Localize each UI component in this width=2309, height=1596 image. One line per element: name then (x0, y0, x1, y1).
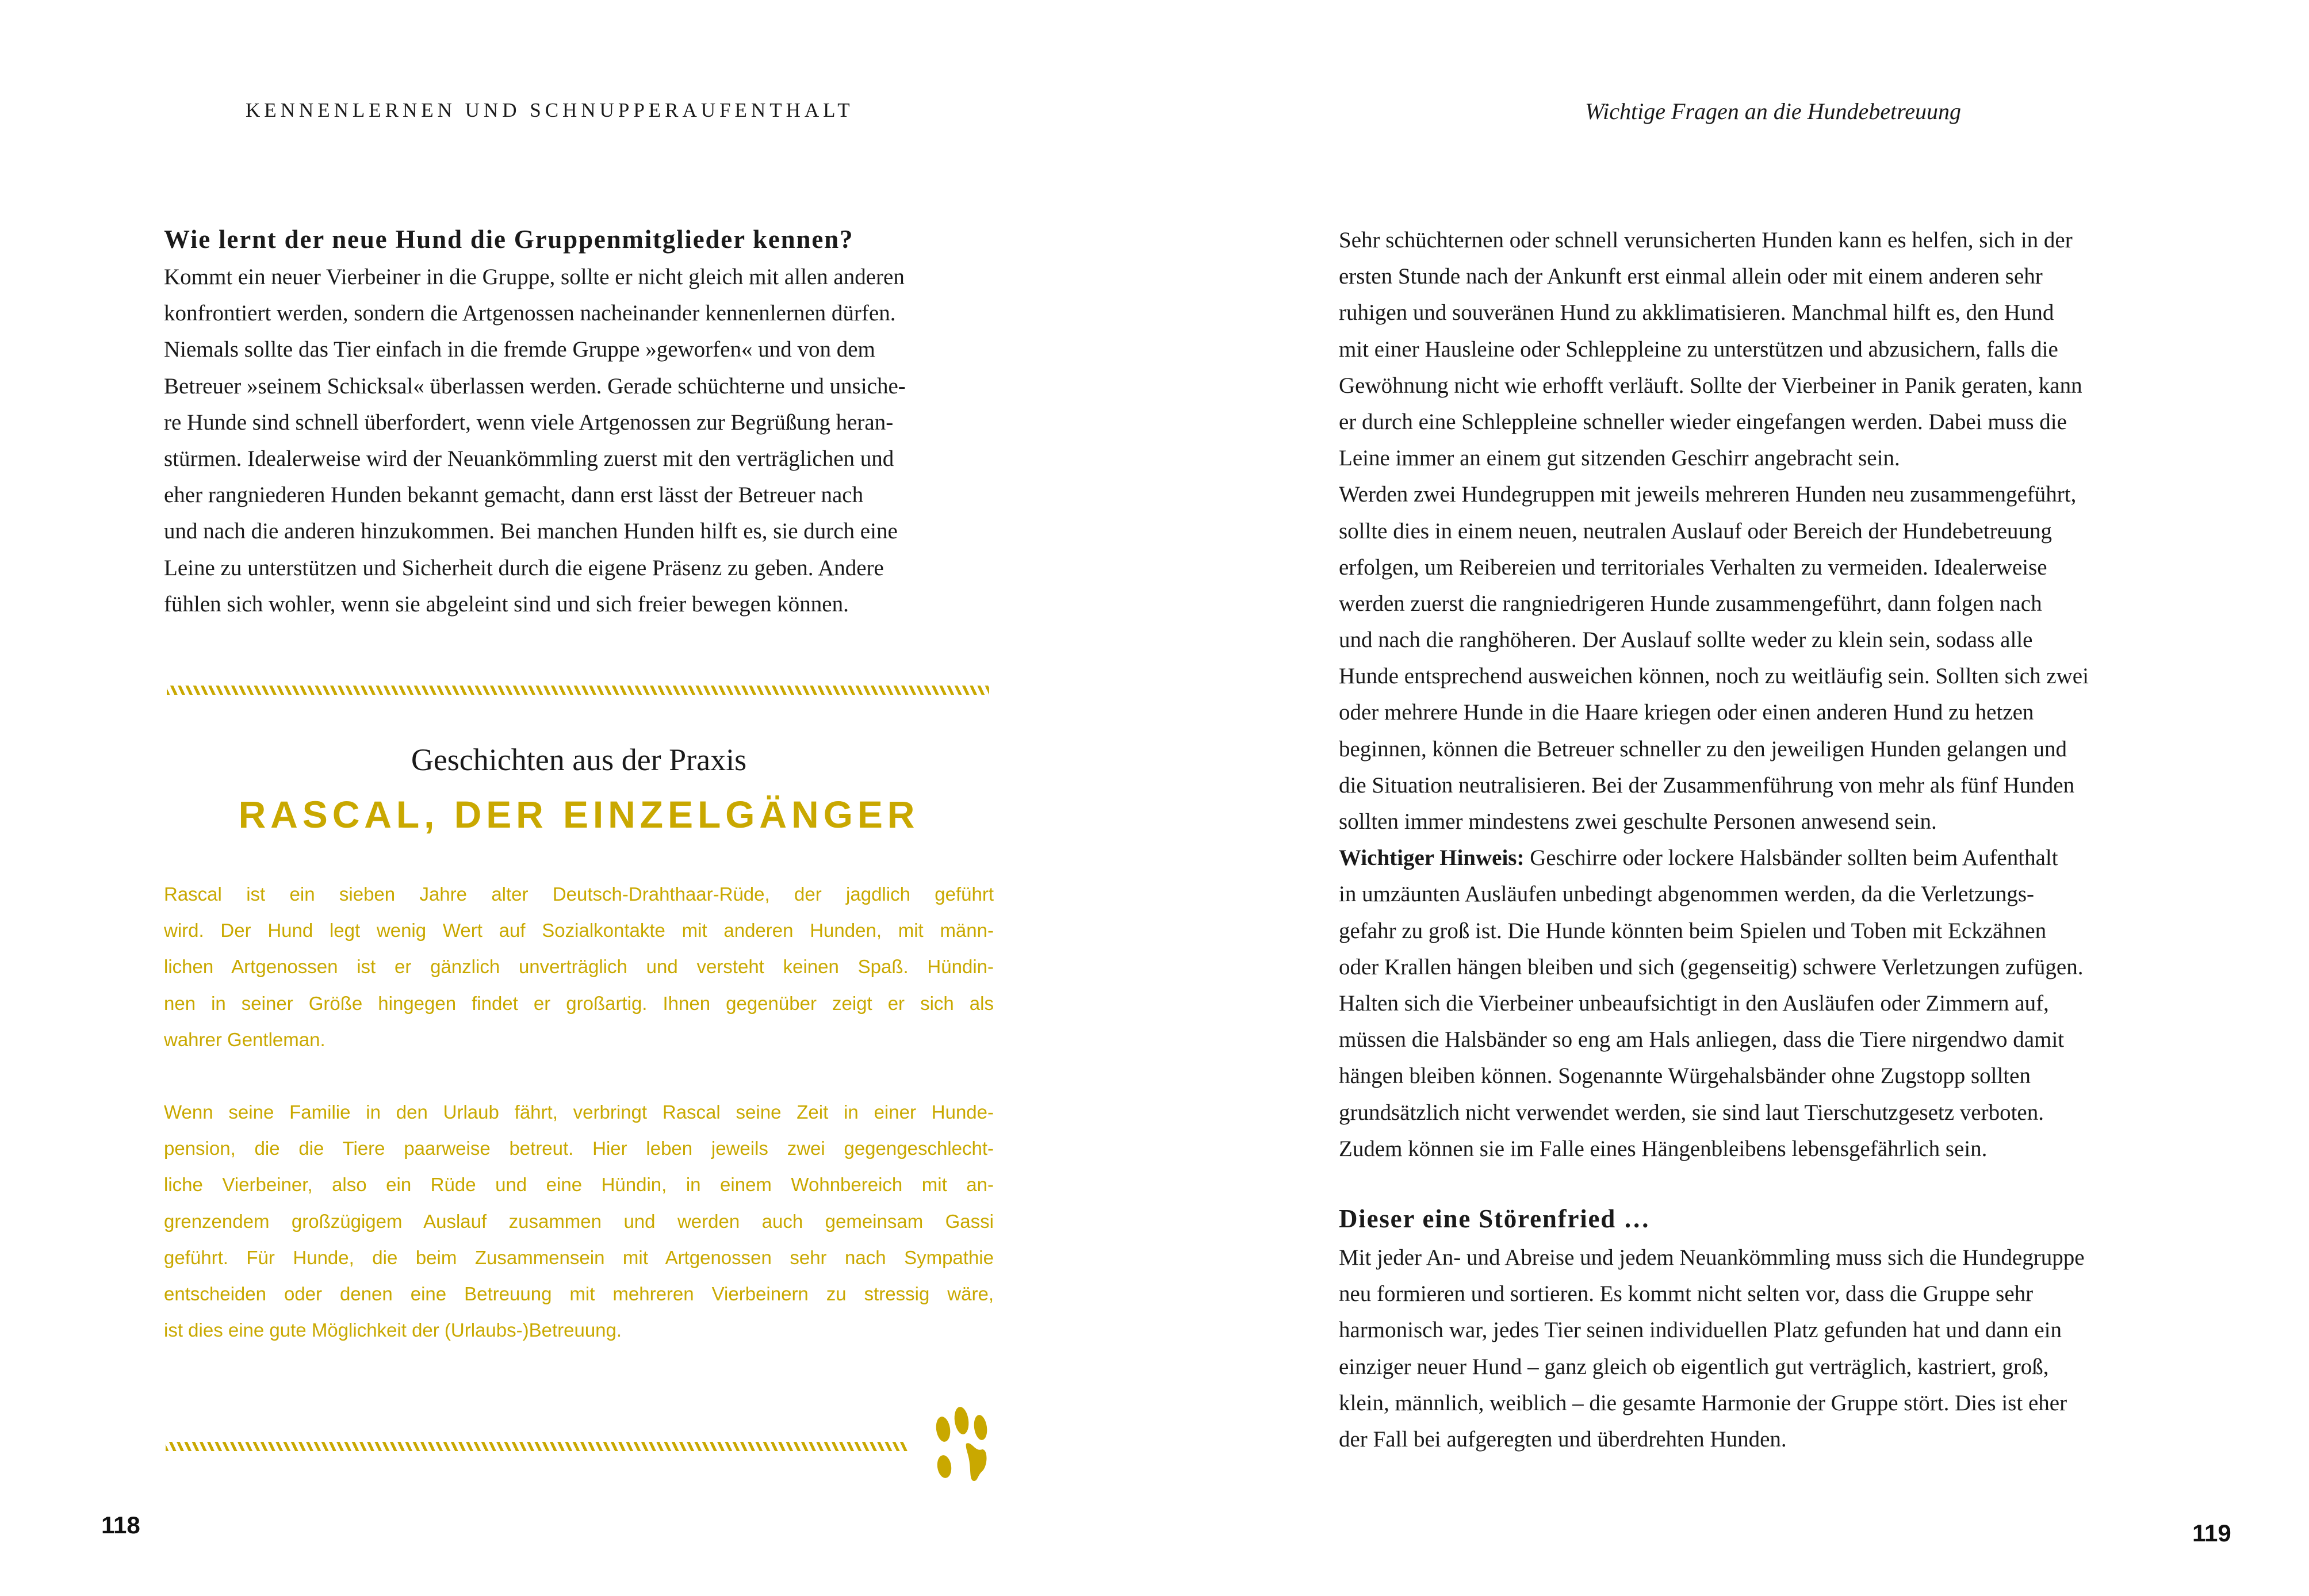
text-line: und nach die ranghöheren. Der Auslauf sollte weder zu klein sein, sodass alle (1339, 627, 2033, 653)
story-paragraph-1 (164, 876, 994, 1058)
page-number-left: 118 (101, 1511, 140, 1538)
text-line: nen in seiner Größe hingegen findet er großartig. Ihnen gegenüber zeigt er sich als (164, 992, 994, 1014)
text-line: eher rangniederen Hunden bekannt gemacht, dann erst lässt der Betreuer nach (164, 483, 864, 508)
text-line: Hunde entsprechend ausweichen können, noch zu weitläufig sein. Sollten sich zwei (1339, 664, 2089, 689)
text-line: stürmen. Idealerweise wird der Neuankömmling zuerst mit den verträglichen und (164, 446, 894, 471)
text-line: wird. Der Hund legt wenig Wert auf Sozialkontakte mit anderen Hunden, mit männ- (164, 920, 994, 941)
text-line: geführt. Für Hunde, die beim Zusammensein mit Artgenossen sehr nach Sympathie (164, 1246, 994, 1268)
text-line: gefahr zu groß ist. Die Hunde könnten beim Spielen und Toben mit Eckzähnen (1339, 918, 2047, 943)
text-line: die Situation neutralisieren. Bei der Zusammenführung von mehr als fünf Hunden (1339, 772, 2075, 798)
page-number-right: 119 (2192, 1520, 2231, 1547)
text-line: grenzendem großzügigem Auslauf zusammen und werden auch gemeinsam Gassi (164, 1210, 994, 1232)
text-line: beginnen, können die Betreuer schneller zu den jeweiligen Hunden gelangen und (1339, 736, 2067, 761)
section-body (164, 259, 994, 622)
text-line: Halten sich die Vierbeiner unbeaufsichtigt in den Ausläufen oder Zimmern auf, (1339, 990, 2049, 1016)
text-line: klein, männlich, weiblich – die gesamte Harmonie der Gruppe stört. Dies ist eher (1339, 1390, 2067, 1415)
body-text (1339, 222, 2173, 1167)
text-line: Leine zu unterstützen und Sicherheit durch die eigene Präsenz zu geben. Andere (164, 555, 884, 580)
text-line: oder mehrere Hunde in die Haare kriegen oder einen anderen Hund zu hetzen (1339, 700, 2034, 725)
running-head-left: KENNENLERNEN UND SCHNUPPERAUFENTHALT (246, 99, 854, 121)
text-line: Gewöhnung nicht wie erhofft verläuft. Sollte der Vierbeiner in Panik geraten, kann (1339, 373, 2082, 398)
text-line: Mit jeder An- und Abreise und jedem Neuankömmling muss sich die Hundegruppe (1339, 1245, 2085, 1270)
text-line: oder Krallen hängen bleiben und sich (gegenseitig) schwere Verletzungen zufügen. (1339, 954, 2084, 979)
story-paragraph-2 (164, 1094, 994, 1348)
text-line: Betreuer »seinem Schicksal« überlassen werden. Gerade schüchterne und unsiche- (164, 373, 906, 399)
text-line: hängen bleiben können. Sogenannte Würgehalsbänder ohne Zugstopp sollten (1339, 1063, 2031, 1089)
text-line: harmonisch war, jedes Tier seinen individuellen Platz gefunden hat und dann ein (1339, 1318, 2062, 1343)
text-line: ersten Stunde nach der Ankunft erst einmal allein oder mit einem anderen sehr (1339, 264, 2043, 289)
text-line: konfrontiert werden, sondern die Artgenossen nacheinander kennenlernen dürfen. (164, 301, 896, 326)
story-kicker: Geschichten aus der Praxis (411, 742, 747, 777)
text-line: liche Vierbeiner, also ein Rüde und eine Hündin, in einem Wohnbereich mit an- (164, 1174, 994, 1196)
text-line: lichen Artgenossen ist er gänzlich unverträglich und versteht keinen Spaß. Hündin- (164, 956, 994, 978)
text-line: er durch eine Schleppleine schneller wieder eingefangen werden. Dabei muss die (1339, 409, 2067, 434)
text-line: ruhigen und souveränen Hund zu akklimatisieren. Manchmal hilft es, den Hund (1339, 300, 2054, 326)
text-line: fühlen sich wohler, wenn sie abgeleint sind und sich freier bewegen können. (164, 591, 849, 617)
text-line: Kommt ein neuer Vierbeiner in die Gruppe, sollte er nicht gleich mit allen anderen (164, 265, 905, 289)
text-line: neu formieren und sortieren. Es kommt nicht selten vor, dass die Gruppe sehr (1339, 1281, 2034, 1307)
text-line: Niemals sollte das Tier einfach in die fremde Gruppe »geworfen« und von dem (164, 337, 875, 362)
text-line: wahrer Gentleman. (164, 1028, 326, 1050)
text-line: erfolgen, um Reibereien und territoriales Verhalten zu vermeiden. Idealerweise (1339, 554, 2047, 580)
paw-icon (920, 1403, 995, 1481)
text-line: Wenn seine Familie in den Urlaub fährt, verbringt Rascal seine Zeit in einer Hunde- (164, 1101, 994, 1123)
text-line: Zudem können sie im Falle eines Hängenbleibens lebensgefährlich sein. (1339, 1136, 1988, 1161)
text-line: und nach die anderen hinzukommen. Bei manchen Hunden hilft es, sie durch eine (164, 519, 898, 544)
running-head-right: Wichtige Fragen an die Hundebetreuung (1585, 98, 1961, 124)
text-line: werden zuerst die rangniedrigeren Hunde zusammengeführt, dann folgen nach (1339, 591, 2042, 616)
decorative-stripe-divider (166, 1442, 907, 1451)
text-line: entscheiden oder denen eine Betreuung mit mehreren Vierbeinern zu stressig wäre, (164, 1283, 994, 1304)
text-line: pension, die die Tiere paarweise betreut. Hier leben jeweils zwei gegengeschlecht- (164, 1138, 994, 1159)
section-heading: Wie lernt der neue Hund die Gruppenmitglieder kennen? (164, 225, 854, 254)
text-line: re Hunde sind schnell überfordert, wenn viele Artgenossen zur Begrüßung heran- (164, 409, 894, 435)
text-line: ist dies eine gute Möglichkeit der (Urlaubs-)Betreuung. (164, 1319, 622, 1341)
text-line: Rascal ist ein sieben Jahre alter Deutsch-Drahthaar-Rüde, der jagdlich geführt (164, 883, 994, 905)
text-line: der Fall bei aufgeregten und überdrehten Hunden. (1339, 1426, 1787, 1452)
text-line: sollte dies in einem neuen, neutralen Auslauf oder Bereich der Hundebetreuung (1339, 518, 2053, 544)
text-line: in umzäunten Ausläufen unbedingt abgenommen werden, da die Verletzungs- (1339, 882, 2035, 907)
text-line (1339, 840, 2173, 876)
story-title: RASCAL, DER EINZELGÄNGER (238, 793, 920, 836)
section-body-stoerenfried (1339, 1239, 2173, 1457)
text-line: grundsätzlich nicht verwendet werden, sie sind laut Tierschutzgesetz verboten. (1339, 1100, 2044, 1125)
text-line: Sehr schüchternen oder schnell verunsicherten Hunden kann es helfen, sich in der (1339, 228, 2073, 252)
text-line: einziger neuer Hund – ganz gleich ob eigentlich gut verträglich, kastriert, groß, (1339, 1354, 2049, 1379)
text-line: sollten immer mindestens zwei geschulte Personen anwesend sein. (1339, 809, 1937, 834)
text-line: Leine immer an einem gut sitzenden Geschirr angebracht sein. (1339, 446, 1900, 471)
decorative-stripe-divider (167, 686, 989, 695)
bold-lead-in: Wichtiger Hinweis: (1339, 845, 1525, 871)
text-line: mit einer Hausleine oder Schleppleine zu unterstützen und abzusichern, falls die (1339, 336, 2058, 362)
text-line: Werden zwei Hundegruppen mit jeweils mehreren Hunden neu zusammengeführt, (1339, 482, 2077, 507)
text-line: müssen die Halsbänder so eng am Hals anliegen, dass die Tiere nirgendwo damit (1339, 1027, 2065, 1052)
line-text: Geschirre oder lockere Halsbänder sollten beim Aufenthalt (1524, 845, 2058, 871)
section-heading-stoerenfried: Dieser eine Störenfried … (1339, 1204, 1651, 1233)
